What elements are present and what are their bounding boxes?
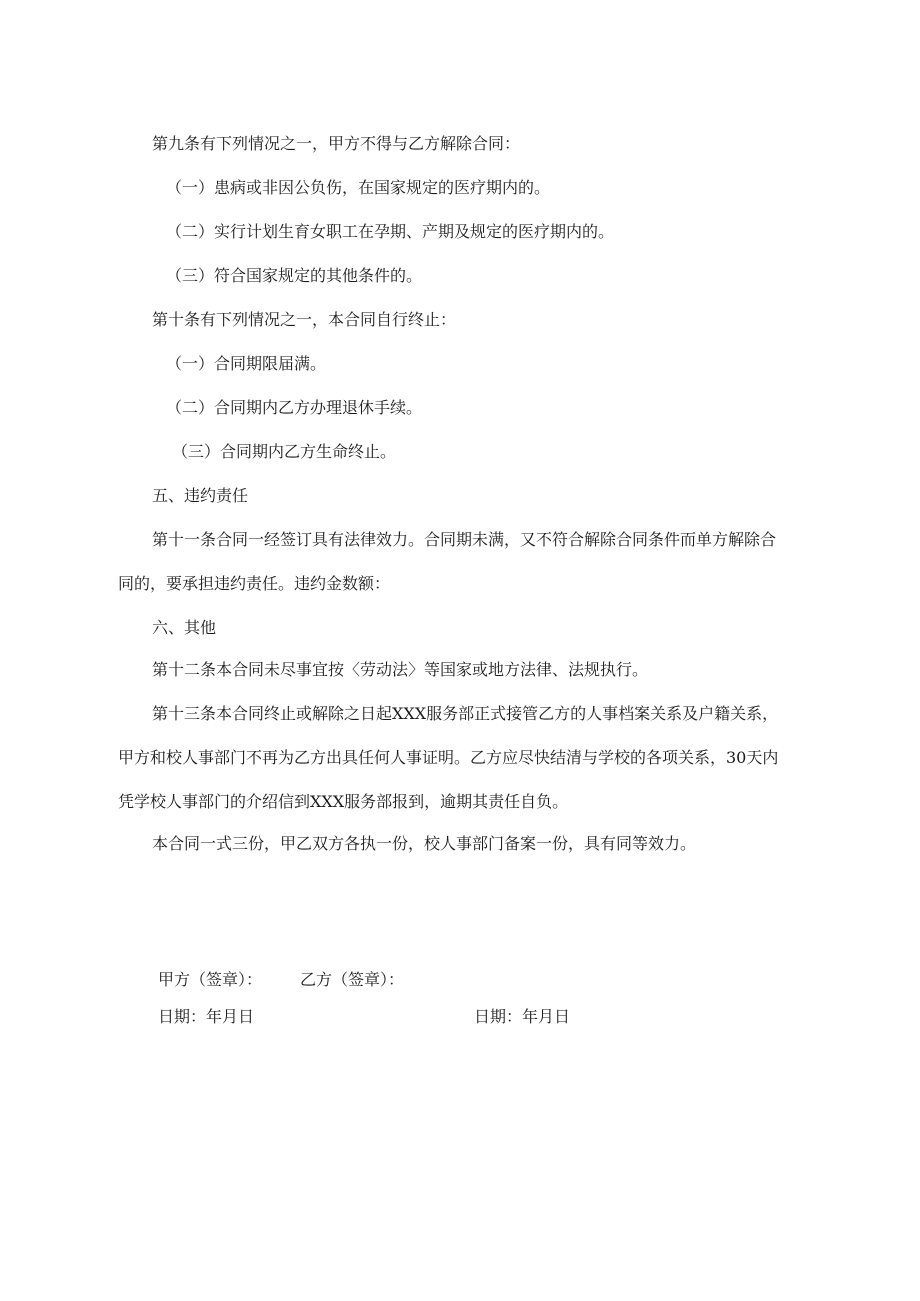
article-9-item-3: （三）符合国家规定的其他条件的。 xyxy=(166,266,423,285)
article-10-item-3: （三）合同期内乙方生命终止。 xyxy=(172,442,397,461)
party-b-date-label: 日期：年月日 xyxy=(474,1007,571,1026)
party-a-seal-label: 甲方（签章）： xyxy=(158,970,263,989)
article-10-item-1: （一）合同期限届满。 xyxy=(166,354,327,373)
party-a-date-label: 日期：年月日 xyxy=(158,1007,255,1026)
article-9-item-1: （一）患病或非因公负伤，在国家规定的医疗期内的。 xyxy=(166,178,551,197)
article-10-item-2: （二）合同期内乙方办理退休手续。 xyxy=(166,398,423,417)
article-13-line-1: 第十三条本合同终止或解除之日起XXX服务部正式接管乙方的人事档案关系及户籍关系， xyxy=(152,704,779,723)
article-9-item-2: （二）实行计划生育女职工在孕期、产期及规定的医疗期内的。 xyxy=(166,222,615,241)
article-11-line-2: 同的，要承担违约责任。违约金数额： xyxy=(118,574,391,593)
article-11-line-1: 第十一条合同一经签订具有法律效力。合同期未满，又不符合解除合同条件而单方解除合 xyxy=(152,530,777,549)
article-12: 第十二条本合同未尽事宜按〈劳动法〉等国家或地方法律、法规执行。 xyxy=(152,660,649,679)
copies-clause: 本合同一式三份，甲乙双方各执一份，校人事部门备案一份，具有同等效力。 xyxy=(152,834,697,853)
article-13-line-2: 甲方和校人事部门不再为乙方出具任何人事证明。乙方应尽快结清与学校的各项关系，30天内 xyxy=(118,748,779,767)
article-13-line-3: 凭学校人事部门的介绍信到XXX服务部报到，逾期其责任自负。 xyxy=(118,792,569,811)
section-6-title: 六、其他 xyxy=(152,618,217,637)
article-9-heading: 第九条有下列情况之一，甲方不得与乙方解除合同： xyxy=(152,134,521,153)
article-10-heading: 第十条有下列情况之一，本合同自行终止： xyxy=(152,310,457,329)
section-5-title: 五、违约责任 xyxy=(152,486,249,505)
party-b-seal-label: 乙方（签章）： xyxy=(300,970,405,989)
